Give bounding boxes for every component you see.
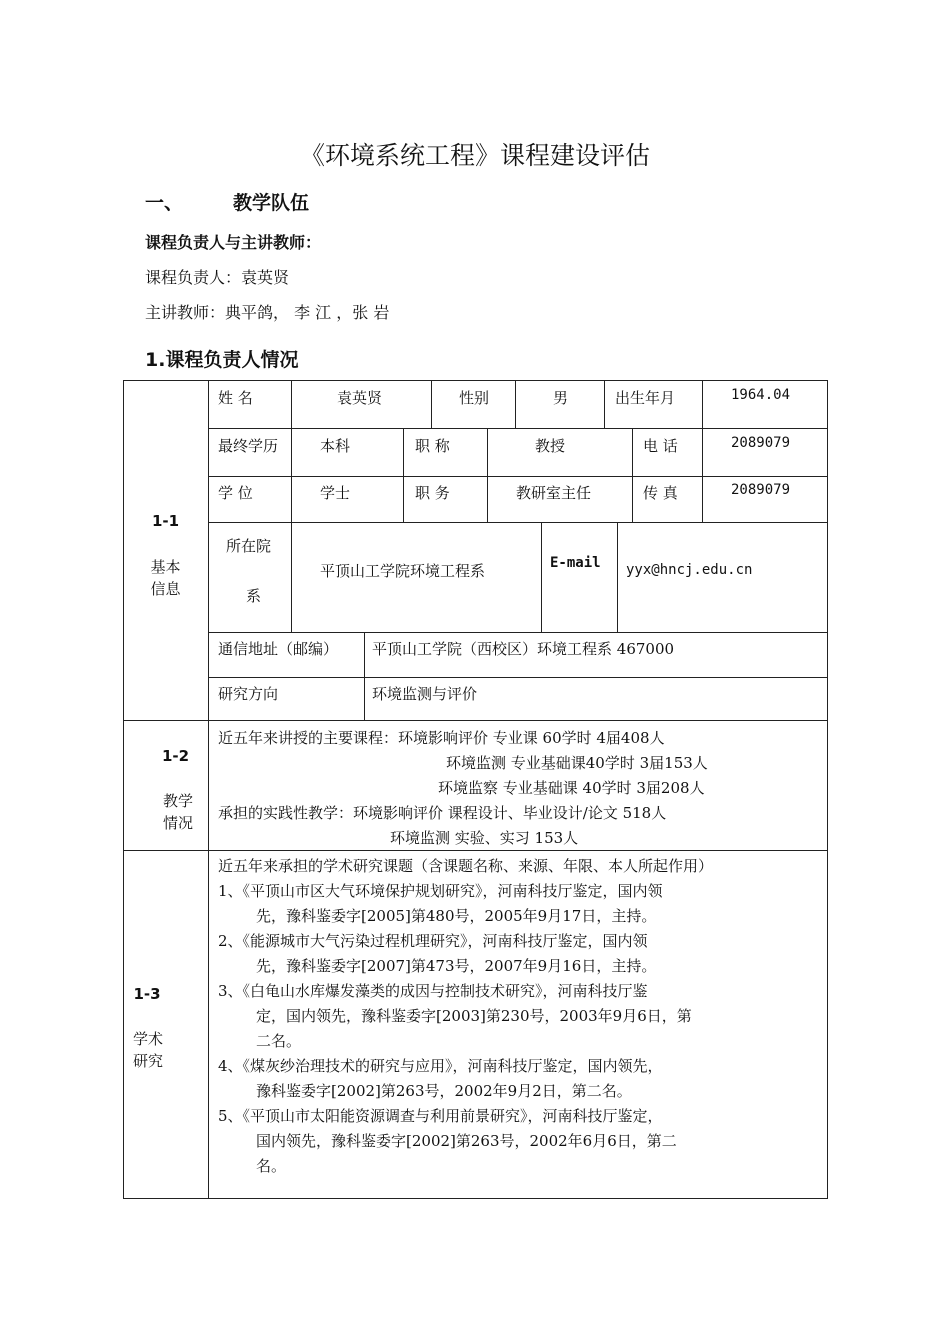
course-lead-line: 课程负责人：袁英贤 bbox=[145, 268, 290, 287]
section-1-name: 基本 信息 bbox=[150, 558, 181, 598]
education-label: 最终学历 bbox=[218, 437, 279, 455]
name-value: 袁英贤 bbox=[337, 389, 383, 407]
fax-label: 传 真 bbox=[643, 484, 678, 502]
research-line: 定，国内领先，豫科鉴委字[2003]第230号，2003年9月6日，第 bbox=[256, 1007, 692, 1025]
email-label: E-mail bbox=[550, 555, 601, 571]
teaching-line: 环境监测 实验、实习 153人 bbox=[390, 829, 579, 847]
name-label: 姓 名 bbox=[218, 389, 253, 407]
birth-value: 1964.04 bbox=[731, 387, 791, 403]
birth-label: 出生年月 bbox=[615, 389, 676, 407]
email-value: yyx@hncj.edu.cn bbox=[626, 562, 753, 578]
section-title: 教学队伍 bbox=[233, 192, 310, 214]
section-2-name: 教学 情况 bbox=[162, 792, 193, 832]
teachers-line: 主讲教师：典平鸽， 李 江 ，张 岩 bbox=[145, 303, 390, 322]
section-number: 一、 bbox=[145, 192, 184, 214]
section-1-code: 1-1 bbox=[151, 512, 180, 530]
research-line: 先，豫科鉴委字[2005]第480号，2005年9月17日，主持。 bbox=[256, 907, 657, 925]
phone-value: 2089079 bbox=[731, 435, 791, 451]
department-label-line1: 所在院 bbox=[226, 537, 272, 555]
research-line: 近五年来承担的学术研究课题（含课题名称、来源、年限、本人所起作用） bbox=[218, 857, 714, 875]
teaching-line: 环境监察 专业基础课 40学时 3届208人 bbox=[438, 779, 705, 797]
research-line: 3、《白龟山水库爆发藻类的成因与控制技术研究》，河南科技厅鉴 bbox=[218, 982, 648, 1000]
fax-value: 2089079 bbox=[731, 482, 791, 498]
research-line: 二名。 bbox=[256, 1032, 302, 1050]
education-value: 本科 bbox=[320, 437, 351, 455]
research-line: 2、《能源城市大气污染过程机理研究》，河南科技厅鉴定，国内领 bbox=[218, 932, 648, 950]
section-3-code: 1-3 bbox=[133, 985, 161, 1003]
post-label: 职 务 bbox=[415, 484, 450, 502]
title-label: 职 称 bbox=[415, 437, 450, 455]
research-line: 5、《平顶山市太阳能资源调查与利用前景研究》，河南科技厅鉴定， bbox=[218, 1107, 663, 1125]
research-line: 先，豫科鉴委字[2007]第473号，2007年9月16日，主持。 bbox=[256, 957, 657, 975]
section-3-name: 学术 研究 bbox=[133, 1030, 164, 1070]
address-label: 通信地址（邮编） bbox=[218, 640, 339, 658]
subtitle: 课程负责人与主讲教师： bbox=[145, 233, 322, 252]
research-direction-label: 研究方向 bbox=[218, 685, 279, 703]
teaching-line: 环境监测 专业基础课40学时 3届153人 bbox=[446, 754, 708, 772]
research-line: 1、《平顶山市区大气环境保护规划研究》，河南科技厅鉴定，国内领 bbox=[218, 882, 663, 900]
address-value: 平顶山工学院（西校区）环境工程系 467000 bbox=[372, 640, 675, 658]
research-line: 国内领先，豫科鉴委字[2002]第263号，2002年6月6日，第二 bbox=[256, 1132, 677, 1150]
research-line: 4、《煤灰纱治理技术的研究与应用》，河南科技厅鉴定，国内领先， bbox=[218, 1057, 663, 1075]
section-heading-team bbox=[145, 188, 309, 215]
degree-label: 学 位 bbox=[218, 484, 253, 502]
department-value: 平顶山工学院环境工程系 bbox=[320, 562, 486, 580]
teaching-line: 近五年来讲授的主要课程：环境影响评价 专业课 60学时 4届408人 bbox=[218, 729, 665, 747]
gender-value: 男 bbox=[553, 389, 569, 407]
title-value: 教授 bbox=[535, 437, 566, 455]
research-line: 名。 bbox=[256, 1157, 287, 1175]
phone-label: 电 话 bbox=[643, 437, 678, 455]
gender-label: 性别 bbox=[459, 389, 490, 407]
research-line: 豫科鉴委字[2002]第263号，2002年9月2日，第二名。 bbox=[256, 1082, 632, 1100]
department-label-line2: 系 bbox=[246, 587, 262, 605]
post-value: 教研室主任 bbox=[516, 484, 592, 502]
teaching-line: 承担的实践性教学：环境影响评价 课程设计、毕业设计/论文 518人 bbox=[218, 804, 667, 822]
page-title: 《环境系统工程》课程建设评估 bbox=[299, 141, 650, 170]
section-2-code: 1-2 bbox=[161, 747, 190, 765]
section-heading-lead: 1.课程负责人情况 bbox=[145, 349, 299, 371]
research-direction-value: 环境监测与评价 bbox=[372, 685, 478, 703]
degree-value: 学士 bbox=[320, 484, 351, 502]
